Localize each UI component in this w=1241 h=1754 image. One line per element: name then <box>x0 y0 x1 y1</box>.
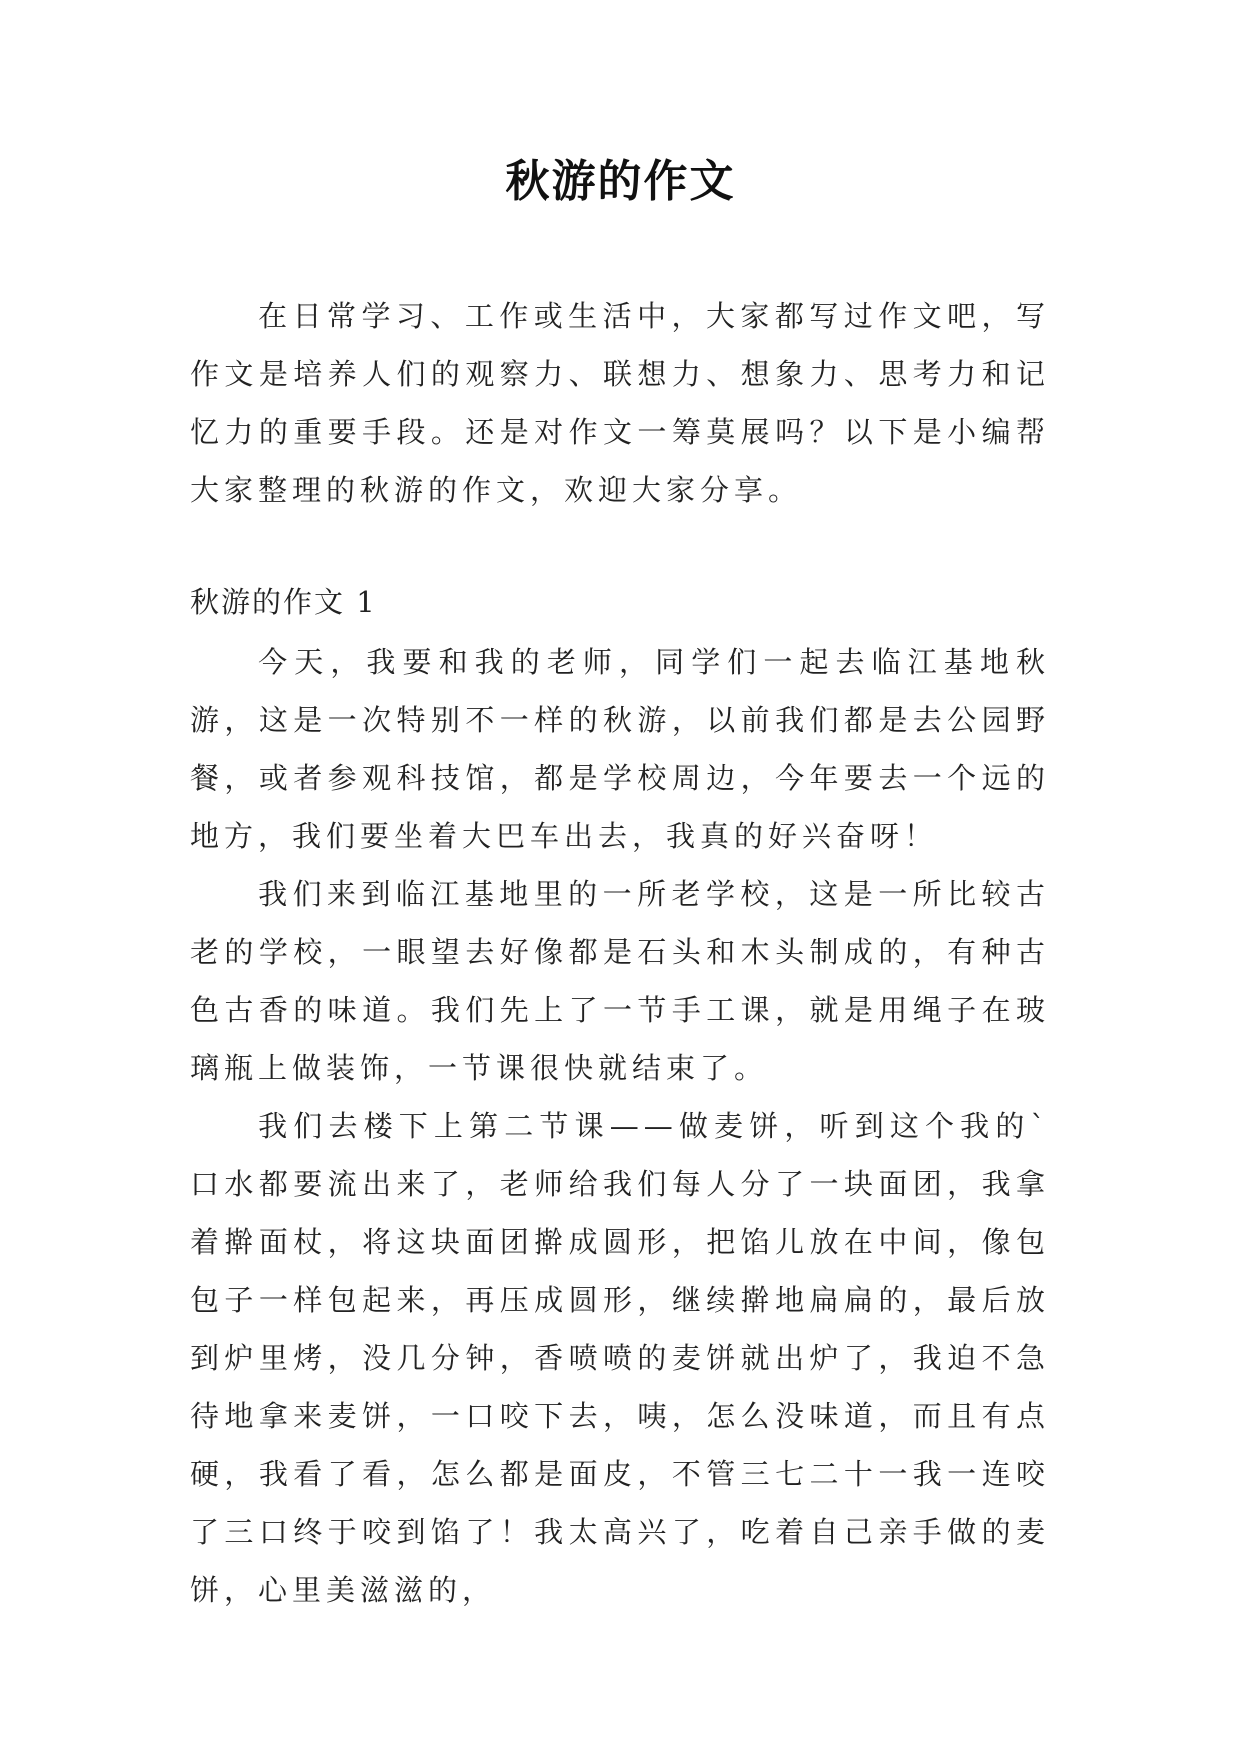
intro-block <box>190 287 1050 519</box>
section-heading: 秋游的作文 1 <box>190 585 377 619</box>
story-paragraph-3: 我们去楼下上第二节课——做麦饼，听到这个我的`口水都要流出来了，老师给我们每人分了一块面团，我拿着擀面杖，将这块面团擀成圆形，把馅儿放在中间，像包包子一样包起来，再压成圆形，继续擀地扁扁的，最后放到炉里烤，没几分钟，香喷喷的麦饼就出炉了，我迫不急待地拿来麦饼，一口咬下去，咦，怎么没味道，而且有点硬，我看了看，怎么都是面皮，不管三七二十一我一连咬了三口终于咬到馅了！我太高兴了，吃着自己亲手做的麦饼，心里美滋滋的， <box>190 1109 1050 1607</box>
document-title: 秋游的作文 <box>505 156 736 207</box>
story-paragraph-1: 今天，我要和我的老师，同学们一起去临江基地秋游，这是一次特别不一样的秋游，以前我们都是去公园野餐，或者参观科技馆，都是学校周边，今年要去一个远的地方，我们要坐着大巴车出去，我真的好兴奋呀！ <box>190 645 1050 853</box>
story-block <box>190 633 1050 1619</box>
story-paragraph-2: 我们来到临江基地里的一所老学校，这是一所比较古老的学校，一眼望去好像都是石头和木头制成的，有种古色古香的味道。我们先上了一节手工课，就是用绳子在玻璃瓶上做装饰，一节课很快就结束了。 <box>190 877 1050 1085</box>
intro-paragraph: 在日常学习、工作或生活中，大家都写过作文吧，写作文是培养人们的观察力、联想力、想象力、思考力和记忆力的重要手段。还是对作文一筹莫展吗？以下是小编帮大家整理的秋游的作文，欢迎大家分享。 <box>190 299 1050 507</box>
